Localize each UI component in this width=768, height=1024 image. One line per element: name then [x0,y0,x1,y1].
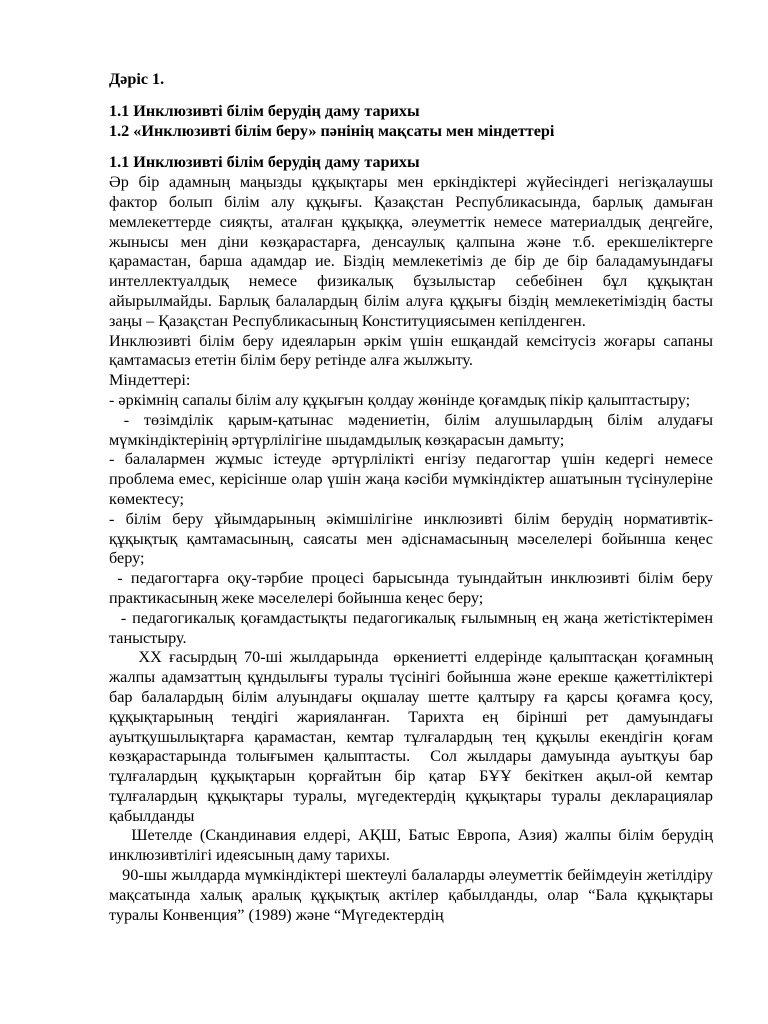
task-item: - балалармен жұмыс істеуде әртүрлілікті енгізу педагогтар үшін кедергі немесе проблема емес, керісінше олар үшін жаңа кәсіби мүмкіндіктер ашатынын түсінулеріне көмектесу; [109,450,713,508]
task-item: - төзімділік қарым-қатынас мәдениетін, білім алушылардың білім алудағы мүмкіндіктерінің әртүрлілігіне шыдамдылық көзқарасын дамыту; [109,410,718,449]
spacer [109,90,713,102]
lecture-title: Дәріс 1. [109,70,165,88]
topic-2: 1.2 «Инклюзивті білім беру» пәнінің мақсаты мен міндеттері [109,121,555,140]
task-item: - әркімнің сапалы білім алу құқығын қолдау жөнінде қоғамдық пікір қалыптастыру; [109,390,691,409]
paragraph-90s: 90-шы жылдарда мүмкіндіктері шектеулі балаларды әлеуметтік бейімдеуін жетілдіру мақсатында халық аралық құқықтық актілер қабылданды, олар “Бала құқықтары туралы Конвенция” (1989) және “Мүгедектердің [109,866,718,924]
paragraph-abroad: Шетелде (Скандинавия елдері, АҚШ, Батыс Европа, Азия) жалпы білім берудің инклюзивтілігі идеясының даму тарихы. [109,826,718,865]
task-item: - педагогикалық қоғамдастықты педагогикалық ғылымның ең жаңа жетістіктерімен таныстыру. [109,608,718,647]
task-item: - педагогтарға оқу-тәрбие процесі барысында туындайтын инклюзивті білім беру практикасының жеке мәселелері бойынша кеңес беру; [109,569,718,607]
task-item: - білім беру ұйымдарының әкімшілігіне инклюзивті білім берудің нормативтік-құқықтық қамтамасының, саясаты мен әдіснамасының мәселелері бойынша кеңес беру; [109,509,713,568]
tasks-heading: Міндеттері: [109,371,191,390]
paragraph-goal: Инклюзивті білім беру идеяларын әркім үшін ешқандай кемсітусіз жоғары сапаны қамтамасыз ететін білім беру ретінде алға жылжыту. [109,331,713,370]
paragraph-rights: Әр бір адамның маңызды құқықтары мен еркіндіктері жүйесіндегі негізқалаушы фактор болып білім алу құқығы. Қазақстан Республикасында, барлық дамыған мемлекеттерде сияқты, аталған құқыққа, әлеуметтік немесе материалдық деңгейге, жынысы мен діни көзқарастарға, денсаулық қалпына және т.б. ерекшеліктерге қарамастан, барша адамдар ие. Біздің мемлекетіміз де бір де бір баладамуындағы интеллектуалдық немесе физикалық бұзылыстар себебінен бұл құқықтан айырылмайды. Барлық балалардың білім алуға құқығы біздің мемлекетіміздің басты заңы – Қазақстан Республикасының Конституциясымен кепілденген. [109,173,713,330]
paragraph-history-70s: ХХ ғасырдың 70-ші жылдарында өркениетті елдерінде қалыптасқан қоғамның жалпы адамзаттың құндылығы туралы түсінігі бойынша және ерекше қажеттіліктері бар балалардың білім алуындағы оқшалау шетте қалтыру ға қарсы қоғамға қосу, құқықтарының теңдігі жарияланған. Тарихта ең бірінші рет дамуындағы ауытқушылықтарға қарамастан, кемтар тұлғалардың тең құқылы екендігін қоғам көзқарастарында толығымен қалыптасты. Сол жылдары дамуында ауытқуы бар тұлғалардың құқықтарын қорғайтын бір қатар БҰҰ бекіткен ақыл-ой кемтар тұлғалардың құқықтары туралы, мүгедектердің құқықтары туралы декларациялар қабылданды [109,648,718,825]
topic-1: 1.1 Инклюзивті білім берудің даму тарихы [109,101,420,120]
spacer [109,141,713,153]
document-body [109,70,718,925]
section-heading: 1.1 Инклюзивті білім берудің даму тарихы [109,153,420,172]
